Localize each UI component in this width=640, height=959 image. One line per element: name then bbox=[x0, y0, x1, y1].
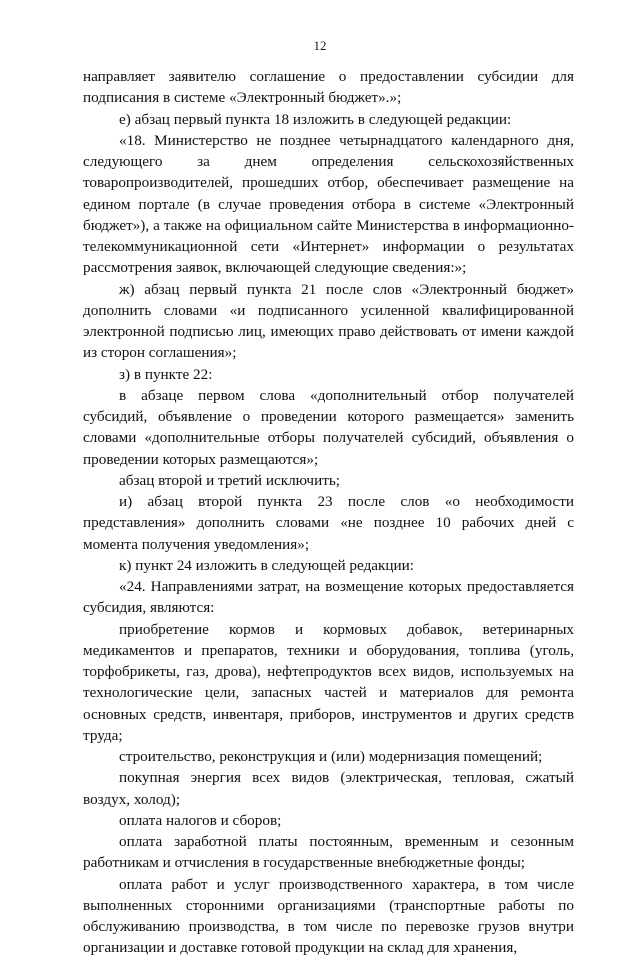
paragraph-clause-18: «18. Министерство не позднее четырнадцатого календарного дня, следующего за днем определения сельскохозяйственных товаропроизводителей, прошедших отбор, обеспечивает размещение на едином портале (в случае проведения отбора в системе «Электронный бюджет»), а также на официальном сайте Министерства в информационно-телекоммуникационной сети «Интернет» информации о результатах рассмотрения заявок, включающей следующие сведения:»; bbox=[83, 131, 574, 277]
paragraph-clause-24: «24. Направлениями затрат, на возмещение которых предоставляется субсидия, являются: bbox=[83, 578, 574, 617]
paragraph-expense-services: оплата работ и услуг производственного характера, в том числе выполненных сторонними организациями (транспортные работы по обслуживанию производства, в том числе по перевозке грузов внутри организации и доставке готовой продукции на склад для хранения, bbox=[83, 875, 574, 957]
paragraph-expense-energy: покупная энергия всех видов (электрическая, тепловая, сжатый воздух, холод); bbox=[83, 769, 574, 808]
paragraph-expense-construction: строительство, реконструкция и (или) модернизация помещений; bbox=[119, 748, 543, 765]
paragraph-item-k: к) пункт 24 изложить в следующей редакции: bbox=[119, 556, 415, 574]
paragraph-expense-purchase: приобретение кормов и кормовых добавок, ветеринарных медикаментов и препаратов, техники и оборудования, топлива (уголь, торфобрикеты, газ, дрова), нефтепродуктов всех видов, используемых на технологические цели, запасных частей и материалов для ремонта основных средств, инвентаря, приборов, инструментов и других средств труда; bbox=[83, 620, 574, 744]
document-body bbox=[83, 66, 574, 959]
paragraph-item-i: и) абзац второй пункта 23 после слов «о необходимости представления» дополнить словами «не позднее 10 рабочих дней с момента получения уведомления»; bbox=[83, 493, 574, 553]
paragraph-z-second: абзац второй и третий исключить; bbox=[119, 471, 340, 489]
paragraph-continuation: направляет заявителю соглашение о предоставлении субсидии для подписания в системе «Электронный бюджет».»; bbox=[83, 68, 574, 107]
page-number: 12 bbox=[313, 38, 327, 53]
paragraph-z-first: в абзаце первом слова «дополнительный отбор получателей субсидий, объявление о проведении которого размещается» заменить словами «дополнительные отборы получателей субсидий, объявления о проведении которых размещаются»; bbox=[83, 386, 574, 468]
paragraph-expense-taxes: оплата налогов и сборов; bbox=[119, 811, 282, 829]
paragraph-item-z: з) в пункте 22: bbox=[119, 365, 213, 383]
paragraph-item-zh: ж) абзац первый пункта 21 после слов «Электронный бюджет» дополнить словами «и подписанного усиленной квалифицированной электронной подписью лиц, имеющих право действовать от имени каждой из сторон соглашения»; bbox=[83, 280, 574, 362]
paragraph-expense-salary: оплата заработной платы постоянным, временным и сезонным работникам и отчисления в государственные внебюджетные фонды; bbox=[83, 833, 574, 872]
paragraph-item-e: е) абзац первый пункта 18 изложить в следующей редакции: bbox=[119, 110, 512, 128]
